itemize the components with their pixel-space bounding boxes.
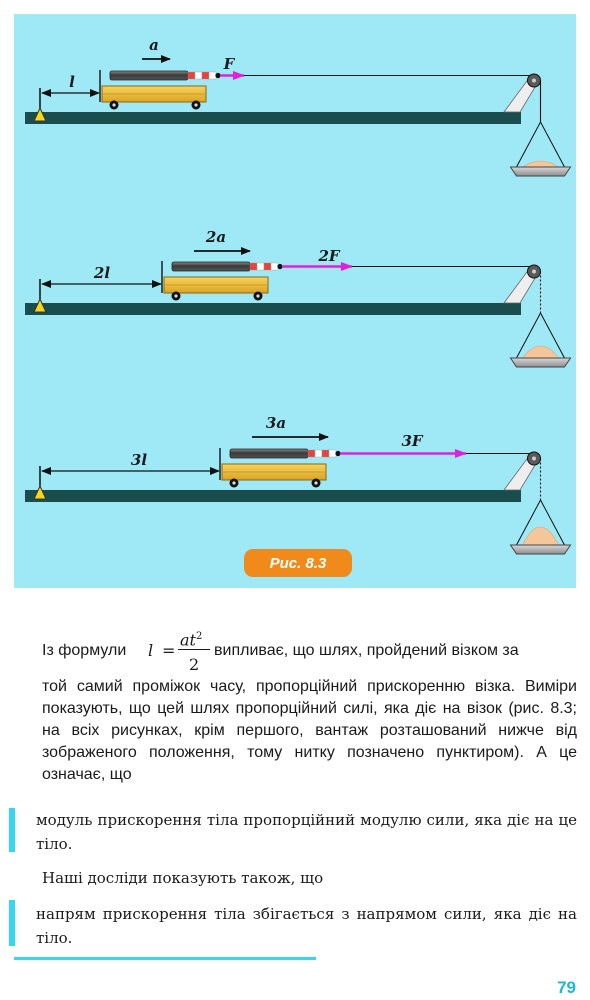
distance-label-multiplier: 3: [130, 451, 142, 469]
acceleration-label-multiplier: 2: [205, 228, 217, 246]
pan-string-right: [541, 122, 565, 167]
acceleration-label: [205, 228, 226, 246]
dynamometer-spring-segment: [195, 72, 202, 79]
formula-fraction-bar: [178, 649, 210, 650]
sand-load: [523, 161, 559, 167]
track-bar: [25, 303, 521, 315]
sand-load: [523, 527, 559, 545]
dynamometer-spring-segment: [209, 72, 216, 79]
formula-lead-text: Із формули: [42, 642, 127, 659]
force-label-symbol: F: [411, 432, 423, 450]
formula-numerator-exponent: 2: [195, 631, 203, 642]
dynamometer-spring-segment: [257, 263, 264, 270]
dynamometer-spring-segment: [315, 450, 322, 457]
rule-marker-bar: [9, 900, 15, 946]
force-label-symbol: F: [223, 55, 235, 73]
distance-label-multiplier: 2: [93, 264, 105, 282]
formula-numerator-base: at: [180, 630, 196, 650]
formula-equals: =: [162, 641, 176, 660]
distance-label-symbol: l: [104, 264, 111, 282]
scale-pan: [511, 167, 571, 176]
formula-line: [42, 622, 577, 680]
acceleration-label-multiplier: 3: [265, 414, 277, 432]
acceleration-label: [266, 414, 286, 432]
cart-wheel-hub-1: [232, 481, 235, 484]
dynamometer-hook: [335, 451, 340, 456]
dynamometer-spring-segment: [264, 263, 271, 270]
figure-caption-badge: [244, 549, 352, 577]
pan-string-left: [517, 122, 541, 167]
dynamometer-spring-segment: [322, 450, 329, 457]
force-label-multiplier: 2: [318, 247, 329, 265]
cart-wheel-hub-1: [174, 294, 177, 297]
distance-label: [131, 451, 147, 469]
track-bar: [25, 112, 521, 124]
rule-acceleration-direction: напрям прискорення тіла збігається з напрямом сили, яка діє на тіло.: [36, 905, 577, 947]
sand-load: [523, 346, 559, 358]
formula-tail-text: випливає, що шлях, пройдений візком за: [214, 642, 519, 659]
path-formula: [146, 622, 210, 680]
paragraph-text: той самий проміжок часу, пропорційний прискоренню візка. Виміри показують, що цей шлях пропорційний силі, яка діє на візок (рис. 8.3; на всіх рисунках, крім першого, вантаж розташований нижче від зображеного положення, тому нитку позначено пунктиром). А це означає, що: [42, 678, 577, 783]
scale-pan: [511, 358, 571, 367]
experiment-panel-3: [25, 414, 571, 554]
pulley-axle: [532, 79, 536, 83]
cart-wheel-hub-2: [314, 481, 317, 484]
cart-wheel-hub-1: [112, 103, 115, 106]
experiments-sentence: Наші досліди показують також, що: [42, 869, 324, 887]
dynamometer-spring-segment: [202, 72, 209, 79]
experiment-panel-1: [25, 36, 571, 176]
dynamometer-spring-segment: [271, 263, 278, 270]
acceleration-label-symbol: a: [276, 414, 287, 432]
experiment-panel-2: [25, 228, 571, 367]
dynamometer-tube: [110, 71, 188, 80]
dynamometer-tube: [172, 262, 250, 271]
page-number: 79: [557, 978, 576, 997]
figure-drawing: [14, 14, 576, 588]
acceleration-label: [149, 36, 159, 54]
dynamometer-tube: [230, 449, 308, 458]
pulley-axle: [532, 457, 536, 461]
scale-pan: [511, 545, 571, 554]
dynamometer-spring-segment: [250, 263, 257, 270]
force-label: [401, 432, 423, 450]
pulley-axle: [532, 270, 536, 274]
distance-label-symbol: l: [69, 73, 75, 91]
bottom-divider: [14, 957, 316, 960]
figure-caption: Рис. 8.3: [269, 555, 327, 572]
cart-wheel-hub-2: [194, 103, 197, 106]
rule-acceleration-magnitude: модуль прискорення тіла пропорційний модулю сили, яка діє на це тіло.: [36, 811, 577, 853]
cart-wheel-hub-2: [256, 294, 259, 297]
acceleration-label-symbol: a: [149, 36, 159, 54]
distance-label: [69, 73, 75, 91]
force-label-symbol: F: [328, 247, 340, 265]
dynamometer-spring-segment: [329, 450, 336, 457]
dynamometer-spring-segment: [308, 450, 315, 457]
formula-denominator: 2: [189, 655, 200, 674]
distance-label-symbol: l: [141, 451, 148, 469]
distance-label: [93, 264, 110, 282]
force-label-multiplier: 3: [401, 432, 412, 450]
track-bar: [25, 490, 521, 502]
dynamometer-hook: [277, 264, 282, 269]
rule-marker-bar: [9, 808, 15, 852]
force-label: [223, 55, 236, 73]
force-label: [317, 247, 340, 265]
figure-8-3: [14, 14, 576, 588]
acceleration-label-symbol: a: [216, 228, 227, 246]
dynamometer-hook: [215, 73, 220, 78]
formula-lhs: l: [148, 641, 154, 660]
dynamometer-spring-segment: [188, 72, 195, 79]
formula-numerator: [180, 626, 202, 651]
